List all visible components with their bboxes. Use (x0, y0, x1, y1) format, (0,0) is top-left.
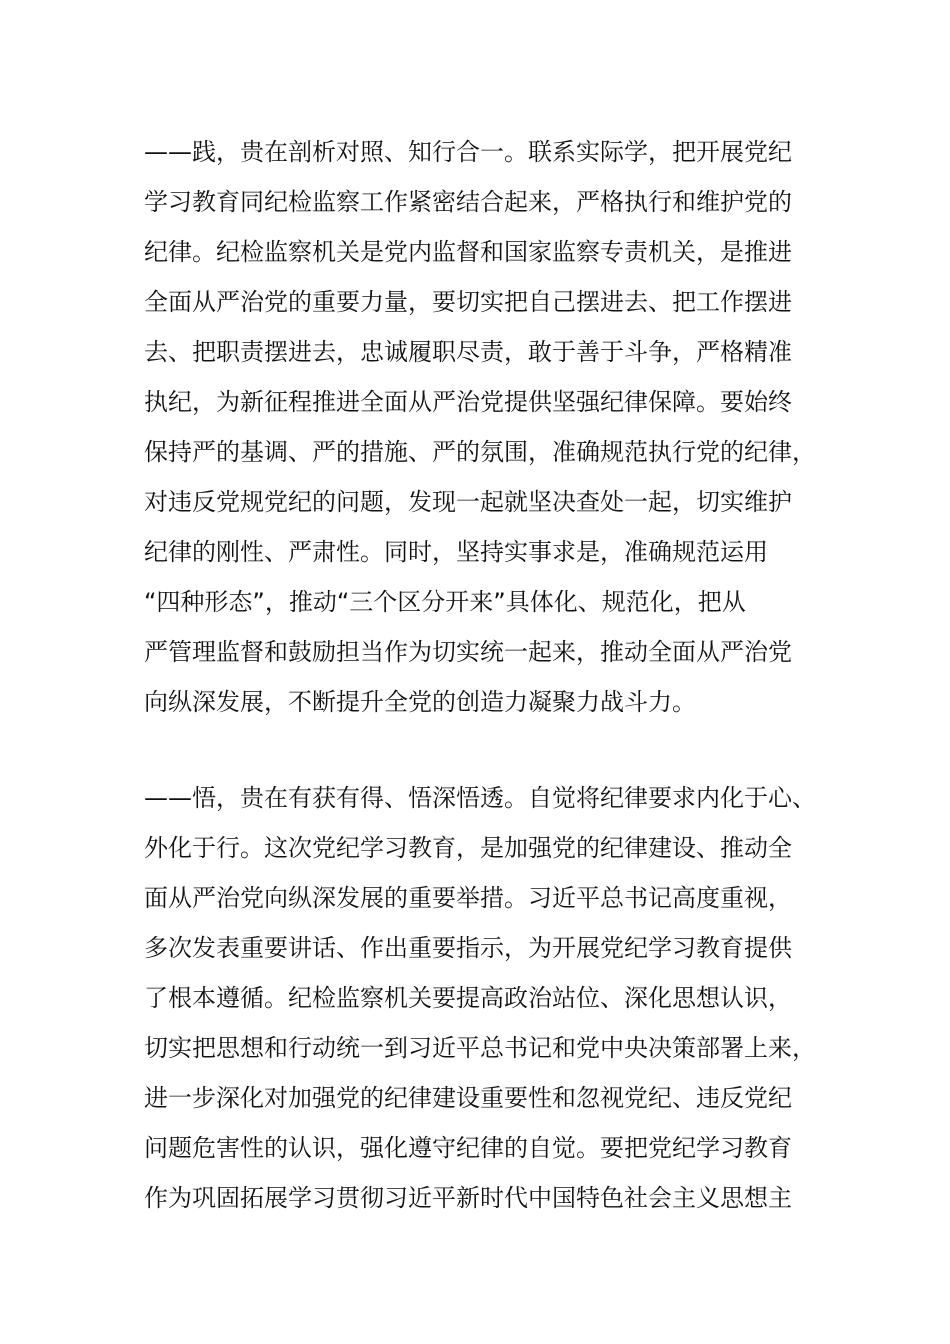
text-line: 切实把思想和行动统一到习近平总书记和党中央决策部署上来， (144, 1034, 816, 1062)
text-line: 纪律。纪检监察机关是党内监督和国家监察专责机关，是推进 (144, 238, 792, 266)
text-line: 进一步深化对加强党的纪律建设重要性和忽视党纪、违反党纪 (144, 1084, 792, 1112)
text-line: 纪律的刚性、严肃性。同时，坚持实事求是，准确规范运用 (144, 538, 768, 566)
text-line: ——悟，贵在有获有得、悟深悟透。自觉将纪律要求内化于心、 (144, 784, 816, 812)
text-line: 执纪，为新征程推进全面从严治党提供坚强纪律保障。要始终 (144, 388, 792, 416)
text-line: “四种形态”，推动“三个区分开来”具体化、规范化，把从 (144, 588, 746, 616)
text-line: 全面从严治党的重要力量，要切实把自己摆进去、把工作摆进 (144, 288, 792, 316)
text-line: 保持严的基调、严的措施、严的氛围，准确规范执行党的纪律， (144, 438, 816, 466)
text-line: 了根本遵循。纪检监察机关要提高政治站位、深化思想认识， (144, 984, 792, 1012)
text-line: 去、把职责摆进去，忠诚履职尽责，敢于善于斗争，严格精准 (144, 338, 792, 366)
text-line: ——践，贵在剖析对照、知行合一。联系实际学，把开展党纪 (144, 138, 792, 166)
text-line: 对违反党规党纪的问题，发现一起就坚决查处一起，切实维护 (144, 488, 792, 516)
text-line: 外化于行。这次党纪学习教育，是加强党的纪律建设、推动全 (144, 834, 792, 862)
paragraph-comprehension (144, 773, 816, 1223)
text-line: 面从严治党向纵深发展的重要举措。习近平总书记高度重视， (144, 884, 792, 912)
paragraph-practice (144, 127, 816, 727)
text-line: 严管理监督和鼓励担当作为切实统一起来，推动全面从严治党 (144, 638, 792, 666)
text-line: 向纵深发展，不断提升全党的创造力凝聚力战斗力。 (144, 688, 696, 716)
text-line: 作为巩固拓展学习贯彻习近平新时代中国特色社会主义思想主 (144, 1184, 792, 1212)
text-line: 多次发表重要讲话、作出重要指示，为开展党纪学习教育提供 (144, 934, 792, 962)
text-line: 问题危害性的认识，强化遵守纪律的自觉。要把党纪学习教育 (144, 1134, 792, 1162)
text-line: 学习教育同纪检监察工作紧密结合起来，严格执行和维护党的 (144, 188, 792, 216)
